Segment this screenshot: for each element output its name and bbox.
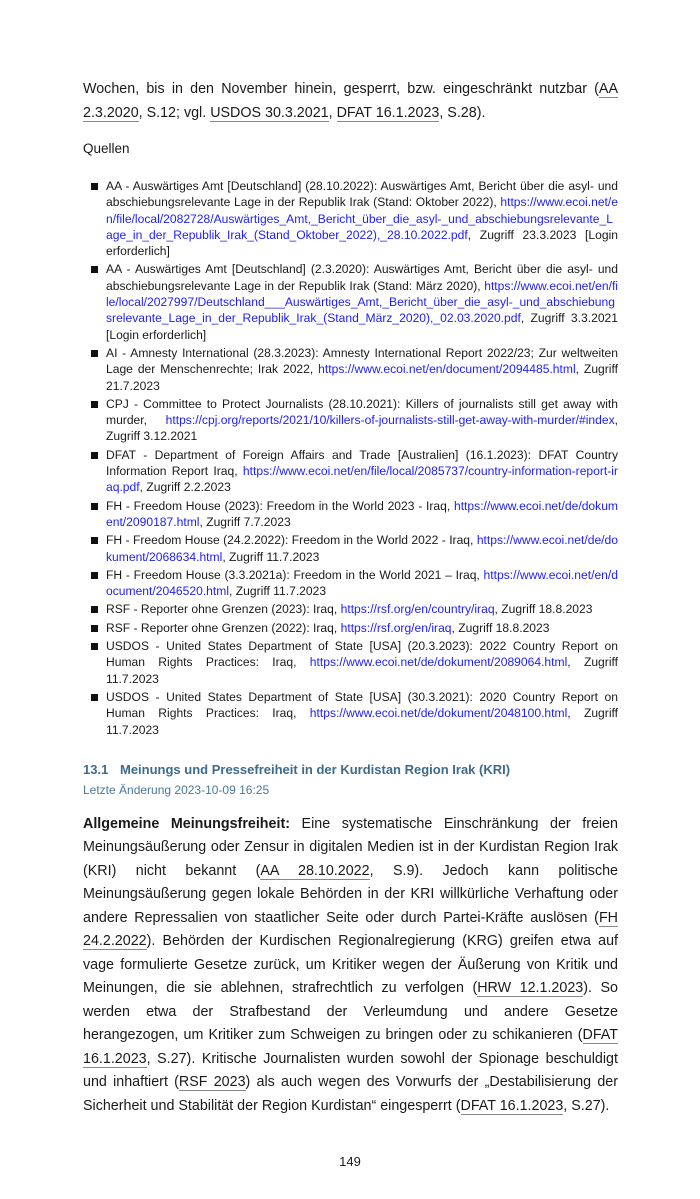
bullet-icon bbox=[91, 503, 98, 510]
reference-url-link[interactable]: https://www.ecoi.net/de/dokument/2068634.html bbox=[106, 533, 618, 564]
reference-text: RSF - Reporter ohne Grenzen (2023): Iraq, bbox=[106, 602, 341, 617]
text-segment: , S.27). bbox=[563, 1097, 610, 1114]
last-change-date: Letzte Änderung 2023-10-09 16:25 bbox=[83, 782, 270, 797]
reference-item bbox=[106, 532, 618, 565]
bullet-icon bbox=[91, 452, 98, 459]
intro-paragraph bbox=[83, 78, 618, 125]
reference-access-date: , Zugriff 11.7.2023 bbox=[106, 655, 619, 686]
reference-url-link[interactable]: https://www.ecoi.net/en/file/local/2027997/Deutschland___Auswärtiges_Amt,_Bericht_über_die_asyl-_und_abschiebungsrelevante_Lage_in_der_Republik_Irak_(Stand_März_2020),_02.03.2020.pdf bbox=[106, 278, 618, 326]
reference-item bbox=[106, 345, 618, 394]
reference-item bbox=[106, 447, 618, 496]
bullet-icon bbox=[91, 266, 98, 273]
reference-access-date: , Zugriff 21.7.2023 bbox=[106, 362, 618, 393]
reference-access-date: , Zugriff 2.2.2023 bbox=[139, 480, 231, 495]
text-segment: , S.27). Kritische Journalisten wurden sowohl der Spionage beschuldigt und inhaftiert ( bbox=[83, 1050, 618, 1091]
reference-item bbox=[106, 620, 618, 636]
reference-item bbox=[106, 178, 618, 259]
reference-item bbox=[106, 638, 618, 687]
text-segment: ). Behörden der Kurdischen Regionalregierung (KRG) greifen etwa auf vage formulierte Gesetze zurück, um Kritiker wegen der Äußerung von Kritik und Meinungen, die sie ablehnen, strafrechtlich zu verfolgen ( bbox=[83, 933, 618, 997]
bullet-icon bbox=[91, 625, 98, 632]
bullet-icon bbox=[91, 537, 98, 544]
main-paragraph bbox=[83, 813, 618, 1119]
citation-link[interactable]: DFAT 16.1.2023 bbox=[336, 104, 440, 121]
text-segment: Wochen, bis in den November hinein, gesperrt, bzw. eingeschränkt nutzbar ( bbox=[83, 81, 599, 97]
text-segment: ) als auch wegen des Vorwurfs der „Destabilisierung der Sicherheit und Stabilität der Region Kurdistan“ eingesperrt ( bbox=[83, 1074, 619, 1114]
reference-access-date: , Zugriff 3.3.2021 [Login erforderlich] bbox=[106, 311, 618, 342]
citation-link[interactable]: USDOS 30.3.2021 bbox=[210, 104, 329, 121]
reference-item bbox=[106, 601, 618, 617]
reference-text: AI - Amnesty International (28.3.2023): Amnesty International Report 2022/23; Zur weltweiten Lage der Menschenrechte; Irak 2022, bbox=[106, 345, 618, 377]
reference-item bbox=[106, 689, 618, 738]
bullet-icon bbox=[91, 572, 98, 579]
citation-link[interactable]: FH 24.2.2022 bbox=[83, 909, 618, 950]
bold-lead: Allgemeine Meinungsfreiheit: bbox=[83, 815, 290, 832]
reference-text: AA - Auswärtiges Amt [Deutschland] (28.10.2022): Auswärtiges Amt, Bericht über die asyl- und abschiebungsrelevante Lage in der Republik Irak (Stand: Oktober 2022), bbox=[106, 179, 618, 210]
citation-link[interactable]: HRW 12.1.2023 bbox=[477, 980, 584, 997]
page-number: 149 bbox=[339, 1154, 361, 1170]
reference-item bbox=[106, 567, 618, 600]
bullet-icon bbox=[91, 643, 98, 650]
bullet-icon bbox=[91, 606, 98, 613]
citation-link[interactable]: AA 2.3.2020 bbox=[83, 81, 618, 121]
bullet-icon bbox=[91, 350, 98, 357]
reference-access-date: , Zugriff 18.8.2023 bbox=[494, 602, 593, 617]
reference-url-link[interactable]: https://www.ecoi.net/en/file/local/2085737/country-information-report-iraq.pdf bbox=[106, 464, 618, 495]
text-segment: Eine systematische Einschränkung der freien Meinungsäußerung oder Zensur in digitalen Medien ist in der Kurdistan Region Irak (KRI) nicht bekannt ( bbox=[83, 815, 618, 879]
reference-access-date: , Zugriff 11.7.2023 bbox=[229, 584, 327, 599]
reference-access-date: , Zugriff 11.7.2023 bbox=[222, 549, 320, 564]
bullet-icon bbox=[91, 401, 98, 408]
section-title: Meinungs und Pressefreiheit in der Kurdistan Region Irak (KRI) bbox=[120, 761, 511, 777]
reference-url-link[interactable]: https://cpj.org/reports/2021/10/killers-of-journalists-still-get-away-with-murder/#index bbox=[165, 413, 615, 428]
reference-access-date: , Zugriff 11.7.2023 bbox=[106, 706, 619, 737]
reference-url-link[interactable]: https://www.ecoi.net/en/document/2094485.html bbox=[318, 362, 576, 377]
text-segment: , S.9). Jedoch kann politische Meinungsäußerung gegen lokale Behörden in der KRI willkürliche Verhaftung oder andere Repressalien von staatlicher Seite oder durch Partei-Kräfte auslösen ( bbox=[83, 862, 619, 926]
reference-text: FH - Freedom House (2023): Freedom in the World 2023 - Iraq, bbox=[106, 498, 454, 513]
reference-url-link[interactable]: https://rsf.org/en/country/iraq bbox=[340, 602, 495, 617]
reference-text: FH - Freedom House (24.2.2022): Freedom in the World 2022 - Iraq, bbox=[106, 533, 477, 548]
text-segment: , S.12; vgl. bbox=[138, 104, 211, 121]
reference-text: RSF - Reporter ohne Grenzen (2022): Iraq, bbox=[106, 620, 341, 635]
reference-text: CPJ - Committee to Protect Journalists (28.10.2021): Killers of journalists still get away with murder, bbox=[106, 396, 618, 428]
section-heading bbox=[83, 762, 618, 777]
citation-link[interactable]: DFAT 16.1.2023 bbox=[460, 1097, 564, 1114]
bullet-icon bbox=[91, 183, 98, 190]
document-page bbox=[83, 0, 618, 1118]
citation-link[interactable]: AA 28.10.2022 bbox=[260, 862, 370, 879]
reference-access-date: , Zugriff 7.7.2023 bbox=[199, 514, 291, 529]
reference-text: AA - Auswärtiges Amt [Deutschland] (2.3.2020): Auswärtiges Amt, Bericht über die asyl- und abschiebungsrelevante Lage in der Republik Irak (Stand: März 2020), bbox=[106, 262, 618, 293]
bullet-icon bbox=[91, 694, 98, 701]
reference-text: USDOS - United States Department of State [USA] (30.3.2021): 2020 Country Report on Human Rights Practices: Iraq, bbox=[106, 689, 618, 721]
reference-access-date: , Zugriff 23.3.2023 [Login erforderlich] bbox=[106, 227, 618, 259]
reference-url-link[interactable]: https://www.ecoi.net/de/dokument/2090187.html bbox=[106, 498, 618, 529]
reference-text: DFAT - Department of Foreign Affairs and Trade [Australien] (16.1.2023): DFAT Country Information Report Iraq, bbox=[106, 447, 618, 479]
reference-url-link[interactable]: https://www.ecoi.net/de/dokument/2048100.html bbox=[309, 706, 568, 721]
section-number: 13.1 bbox=[83, 761, 109, 777]
text-segment: , bbox=[328, 104, 337, 121]
reference-access-date: , Zugriff 18.8.2023 bbox=[451, 620, 550, 635]
sources-label: Quellen bbox=[83, 141, 130, 156]
citation-link[interactable]: RSF 2023 bbox=[178, 1074, 246, 1091]
citation-link[interactable]: DFAT 16.1.2023 bbox=[83, 1027, 618, 1067]
reference-item bbox=[106, 261, 618, 342]
reference-access-date: , Zugriff 3.12.2021 bbox=[106, 413, 618, 444]
reference-text: FH - Freedom House (3.3.2021a): Freedom in the World 2021 – Iraq, bbox=[106, 567, 484, 582]
reference-item bbox=[106, 498, 618, 531]
reference-url-link[interactable]: https://rsf.org/en/iraq bbox=[340, 620, 452, 635]
reference-item bbox=[106, 396, 618, 445]
references-list bbox=[83, 178, 618, 738]
text-segment: , S.28). bbox=[439, 104, 486, 121]
reference-url-link[interactable]: https://www.ecoi.net/de/dokument/2089064.html bbox=[309, 655, 568, 670]
reference-url-link[interactable]: https://www.ecoi.net/en/file/local/2082728/Auswärtiges_Amt,_Bericht_über_die_asyl-_und_abschiebungsrelevante_Lage_in_der_Republik_Irak_(Stand_Oktober_2022),_28.10.2022.pdf bbox=[106, 195, 618, 242]
reference-text: USDOS - United States Department of State [USA] (20.3.2023): 2022 Country Report on Human Rights Practices: Iraq, bbox=[106, 639, 618, 670]
reference-url-link[interactable]: https://www.ecoi.net/en/document/2046520.html bbox=[106, 567, 618, 599]
text-segment: ). So werden etwa der Strafbestand der Verleumdung und andere Gesetze herangezogen, um Kritiker zum Schweigen zu bringen oder zu schikanieren ( bbox=[83, 980, 618, 1044]
